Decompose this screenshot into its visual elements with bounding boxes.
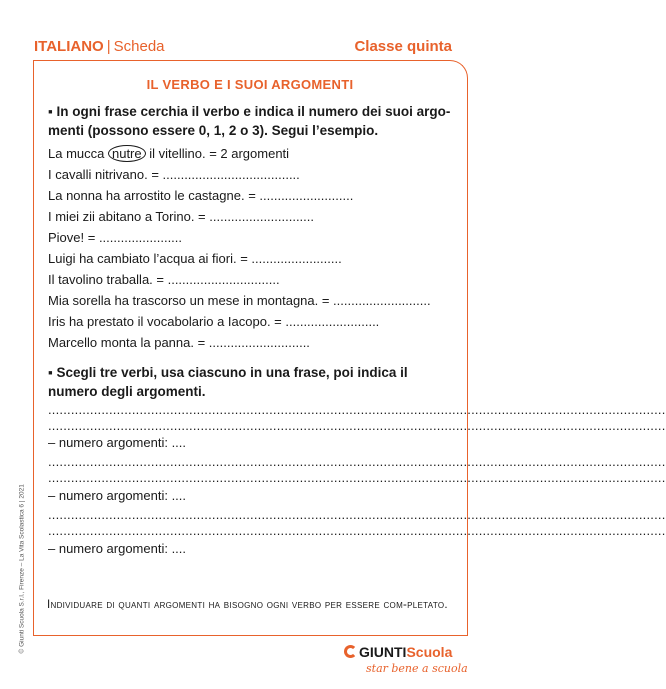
count-line: – numero argomenti: ....	[48, 488, 187, 503]
sentence-6: Il tavolino traballa. = ...............................	[48, 272, 280, 287]
instruction-1: ▪ In ogni frase cerchia il verbo e indica il numero dei suoi argo-menti (possono essere 0, 1, 2 o 3). Segui l’esempio.	[48, 104, 451, 138]
subject-label: ITALIANO	[34, 38, 104, 55]
sentence-5: Luigi ha cambiato l’acqua ai fiori. = .........................	[48, 251, 342, 266]
learning-objective: Individuare di quanti argomenti ha bisogno ogni verbo per essere com-pletato.	[47, 599, 448, 611]
sentence-2: La nonna ha arrostito le castagne. = ..........................	[48, 188, 354, 203]
sentence-4: Piove! = .......................	[48, 230, 183, 245]
frame-right	[467, 79, 468, 635]
class-label: Classe quinta	[354, 38, 452, 55]
count-line: – numero argomenti: ....	[48, 541, 187, 556]
circled-verb: nutre	[108, 145, 146, 162]
answer-line: ..................................................................................................................................................................	[48, 470, 666, 485]
copyright-credit: © Giunti Scuola S.r.l., Firenze – La Vita Scolastica 6 | 2021	[18, 484, 26, 654]
sheet-type: Scheda	[113, 38, 165, 55]
sentence-9: Marcello monta la panna. = ............................	[48, 335, 310, 350]
sentence-3: I miei zii abitano a Torino. = .............................	[48, 209, 315, 224]
answer-line: ..................................................................................................................................................................	[48, 402, 666, 417]
header-separator: |	[106, 38, 111, 55]
instruction-2: ▪ Scegli tre verbi, usa ciascuno in una frase, poi indica il numero degli argomenti.	[48, 365, 408, 399]
example-sentence: La mucca nutre il vitellino. = 2 argomenti	[48, 146, 290, 161]
giunti-g-icon	[344, 645, 357, 658]
worksheet-title: IL VERBO E I SUOI ARGOMENTI	[146, 77, 354, 92]
sentence-1: I cavalli nitrivano. = ......................................	[48, 167, 300, 182]
sentence-8: Iris ha prestato il vocabolario a Iacopo. = ..........................	[48, 314, 380, 329]
count-line: – numero argomenti: ....	[48, 435, 187, 450]
answer-line: ..................................................................................................................................................................	[48, 418, 666, 433]
logo-tagline: star bene a scuola	[366, 662, 468, 675]
frame-top	[33, 60, 449, 61]
giunti-logo: GIUNTIScuola	[344, 644, 452, 660]
answer-line: ..................................................................................................................................................................	[48, 523, 666, 538]
sentence-7: Mia sorella ha trascorso un mese in montagna. = ...........................	[48, 293, 431, 308]
header-subject	[34, 38, 165, 55]
answer-line: ..................................................................................................................................................................	[48, 454, 666, 469]
answer-line: ..................................................................................................................................................................	[48, 507, 666, 522]
